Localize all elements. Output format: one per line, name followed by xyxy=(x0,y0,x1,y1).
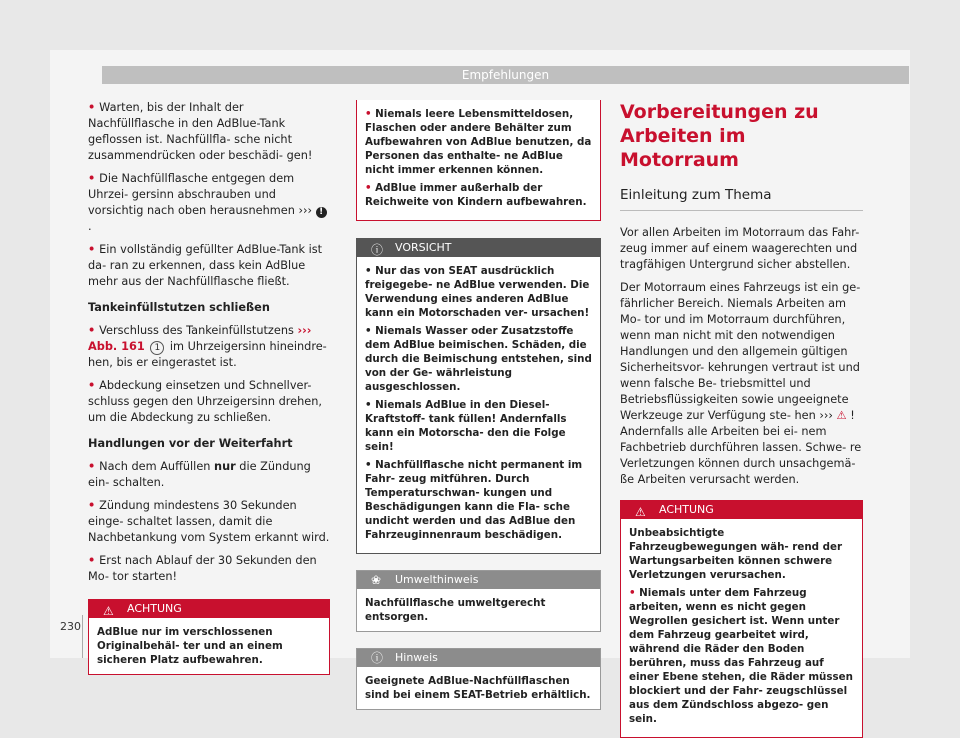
bullet-item: • Nachfüllflasche nicht permanent im Fahr- zeug mitführen. Durch Temperaturschwan- kungen und Beschädigungen kann die Fla- sche undicht werden und das AdBlue den Fahrzeuginnenraum beschädigen. xyxy=(365,459,583,541)
info-icon: ⓘ xyxy=(371,651,384,665)
environment-icon: ❀ xyxy=(371,573,382,587)
column-2 xyxy=(356,100,601,710)
bullet-item: • Ein vollständig gefüllter AdBlue-Tank ist da- ran zu erkennen, dass kein AdBlue mehr aus der Nachfüllflasche fließt. xyxy=(88,243,323,288)
umwelt-box: ❀ Umwelthinweis Nachfüllflasche umweltgerecht entsorgen. xyxy=(356,570,601,632)
bullet-item: • Niemals AdBlue in den Diesel-Kraftstoff- tank füllen! Andernfalls kann ein Motorscha- den die Folge sein! xyxy=(365,399,567,453)
warning-triangle-icon: ⚠ xyxy=(836,409,847,422)
bullet-item: • Niemals Wasser oder Zusatzstoffe dem AdBlue beimischen. Schäden, die durch die Beimischung entstehen, sind von der Ge- währleistung ausgeschlossen. xyxy=(365,325,592,393)
paragraph: Vor allen Arbeiten im Motorraum das Fahr- zeug immer auf einem waagerechten und tragfähigen Untergrund sicher abstellen. xyxy=(620,226,860,271)
bullet-item: • Niemals leere Lebensmitteldosen, Flaschen oder andere Behälter zum Aufbewahren von AdBlue benutzen, da Personen das enthalte- ne AdBlue nicht immer erkennen können. xyxy=(365,108,592,176)
bullet-item: • Zündung mindestens 30 Sekunden einge- schaltet lassen, damit die Nachbetankung vom System erkannt wird. xyxy=(88,499,330,544)
bullet-item: • Niemals unter dem Fahrzeug arbeiten, wenn es nicht gegen Wegrollen gesichert ist. Wenn unter dem Fahrzeug gearbeitet wird, während die Räder den Boden berühren, muss das Fahrzeug auf einer Ebene stehen, die Räder müssen blockiert und der Fahr- zeugschlüssel aus dem Zündschloss abgezo- gen sein. xyxy=(629,587,853,725)
achtung-box: ⚠ ACHTUNG Unbeabsichtigte Fahrzeugbewegungen wäh- rend der Wartungsarbeiten können schwere Verletzungen verursachen. • Niemals unter dem Fahrzeug arbeiten, wenn es nicht gegen Wegrollen gesichert ist. Wenn unter dem Fahrzeug gearbeitet wird, während die Räder den Boden berühren, muss das Fahrzeug auf einer Ebene stehen, die Räder müssen blockiert und der Fahr- zeugschlüssel aus dem Zündschloss abgezo- gen sein. xyxy=(620,500,863,738)
warning-box-continued xyxy=(356,100,601,221)
caution-circle-icon: ⓘ xyxy=(371,243,384,257)
bullet-item: • Verschluss des Tankeinfüllstutzens ››› Abb. 161 1 im Uhrzeigersinn hineindre- hen, bis er eingerastet ist. xyxy=(88,324,327,369)
figure-link[interactable]: ››› Abb. 161 xyxy=(88,324,312,353)
warning-circle-icon: ! xyxy=(316,207,327,218)
column-3 xyxy=(620,100,863,738)
page-number: 230 xyxy=(60,620,81,633)
section-header: Empfehlungen xyxy=(102,66,909,84)
warning-triangle-icon: ⚠ xyxy=(635,505,646,519)
section-title: Vorbereitungen zu Arbeiten im Motorraum xyxy=(620,101,819,171)
paragraph: Der Motorraum eines Fahrzeugs ist ein ge- fährlicher Bereich. Niemals Arbeiten am Mo- tor und im Motorraum durchführen, wenn man nicht mit den notwendigen Handlungen und den allgemein gültigen Sicherheitsvor- kehrungen vertraut ist und wenn falsche Be- triebsmittel und Betriebsflüssigkeiten sowie ungeeignete Werkzeuge zur Verfügung ste- hen ››› ⚠ ! Andernfalls alle Arbeiten bei ei- nem Fachbetrieb durchführen lassen. Schwe- re Verletzungen können durch unsachgemä- ße Arbeiten verursacht werden. xyxy=(620,281,862,486)
manual-page xyxy=(50,50,910,725)
subheading: Handlungen vor der Weiterfahrt xyxy=(88,437,293,450)
subsection-title: Einleitung zum Thema xyxy=(620,187,772,203)
bullet-item: • Die Nachfüllflasche entgegen dem Uhrzei- gersinn abschrauben und vorsichtig nach oben herausnehmen ››› !. xyxy=(88,171,330,235)
bullet-item: • AdBlue immer außerhalb der Reichweite von Kindern aufbewahren. xyxy=(365,182,587,208)
bullet-item: • Warten, bis der Inhalt der Nachfüllflasche in den AdBlue-Tank geflossen ist. Nachfüllfla- sche nicht zusammendrücken oder beschädi- gen! xyxy=(88,101,313,162)
vorsicht-box: ⓘ VORSICHT • Nur das von SEAT ausdrücklich freigegebe- ne AdBlue verwenden. Die Verwendung eines anderen AdBlue kann ein Motorschaden ver- ursachen! • Niemals Wasser oder Zusatzstoffe dem AdBlue beimischen. Schäden, die durch die Beimischung entstehen, sind von der Ge- währleistung ausgeschlossen. • Niemals AdBlue in den Diesel-Kraftstoff- tank füllen! Andernfalls kann ein Motorscha- den die Folge sein! • Nachfüllflasche nicht permanent im Fahr- zeug mitführen. Durch Temperaturschwan- kungen und Beschädigungen kann die Fla- sche undicht werden und das AdBlue den Fahrzeuginnenraum beschädigen. xyxy=(356,238,601,554)
bullet-item: • Abdeckung einsetzen und Schnellver- schluss gegen den Uhrzeigersinn drehen, um die Abdeckung zu schließen. xyxy=(88,379,322,424)
achtung-box: ⚠ ACHTUNG AdBlue nur im verschlossenen Originalbehäl- ter und an einem sicheren Platz aufbewahren. xyxy=(88,599,330,675)
see-arrow[interactable]: ››› xyxy=(819,409,833,422)
see-arrow[interactable]: ››› xyxy=(298,204,313,217)
warning-triangle-icon: ⚠ xyxy=(103,604,114,618)
hinweis-box: ⓘ Hinweis Geeignete AdBlue-Nachfüllflaschen sind bei einem SEAT-Betrieb erhältlich. xyxy=(356,648,601,710)
subheading: Tankeinfüllstutzen schließen xyxy=(88,301,270,314)
bullet-item: • Nach dem Auffüllen nur die Zündung ein- schalten. xyxy=(88,460,311,489)
column-1 xyxy=(88,100,330,675)
callout-number: 1 xyxy=(150,341,164,355)
bullet-item: • Erst nach Ablauf der 30 Sekunden den Mo- tor starten! xyxy=(88,554,317,583)
bullet-item: • Nur das von SEAT ausdrücklich freigegebe- ne AdBlue verwenden. Die Verwendung eines anderen AdBlue kann ein Motorschaden ver- ursachen! xyxy=(365,265,590,319)
